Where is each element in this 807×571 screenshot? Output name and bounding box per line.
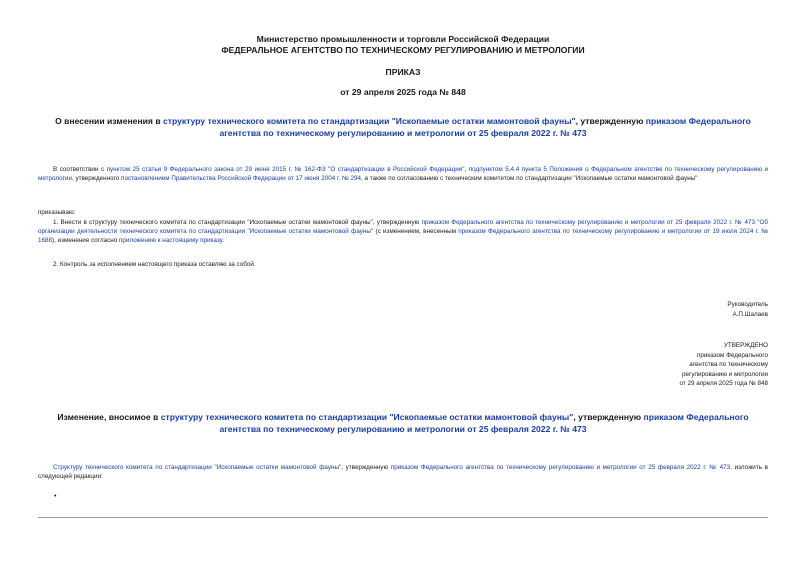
preamble-text: В соответствии с [53,166,107,173]
order-item-1 [38,218,768,246]
link-order-1688[interactable]: приказом Федерального агентства по техническому регулированию и метрологии от 19 июля 2024 г. № 1688 [38,228,768,245]
link-committee-structure[interactable]: Структуру технического комитета по стандартизации "Ископаемые остатки мамонтовой фауны" [53,464,342,471]
signature-block [38,300,768,319]
change-title [38,411,768,435]
link-federal-law[interactable]: пунктом 25 статьи 9 Федерального закона от 29 июня 2015 г. № 162-ФЗ "О стандартизации в Российской Федерации" [106,166,465,173]
approval-block [38,341,768,389]
ministry-name: Министерство промышленности и торговли Российской Федерации [256,34,550,44]
preamble-text: , утвержденного [71,175,122,183]
change-title-text: Изменение, вносимое в [57,412,161,422]
document-title [38,115,768,139]
change-title-link-structure[interactable]: структуру технического комитета по стандартизации "Ископаемые остатки мамонтовой фауны" [160,412,574,422]
item1-text: 1. Внести в структуру технического комитета по стандартизации "Ископаемые остатки мамонтовой фауны", утвержденную [53,219,422,226]
preamble-text: , а также по согласованию с техническим комитетом по стандартизации "Ископаемые остатки мамонтовой фауны" [361,175,698,183]
order-item-2: 2. Контроль за исполнением настоящего приказа оставляю за собой. [53,261,256,268]
signature-name: А.П.Шалаев [732,310,768,318]
divider-line [38,517,768,518]
approval-line: приказом Федерального [696,351,768,359]
approval-line: регулированию и метрологии [682,370,768,378]
document-type: ПРИКАЗ [385,67,421,77]
title-link-order[interactable]: приказом Федерального агентства по техническому регулированию и метрологии от 25 февраля 2022 г. № 473 [219,116,751,138]
link-regulation-clause[interactable]: подпунктом 5.4.4 пункта 5 Положения о Федеральном агентстве по техническому регулированию и метрологии [38,166,769,183]
approval-line: от 29 апреля 2025 года № 848 [679,380,768,388]
title-text: , утвержденную [575,116,646,126]
document-date-number: от 29 апреля 2025 года № 848 [340,87,466,97]
approval-line: агентства по техническому [689,361,768,369]
change-paragraph [38,463,768,481]
link-appendix[interactable]: приложению к настоящему приказу [119,237,223,245]
preamble-text: , [464,166,469,173]
link-government-resolution[interactable]: постановлением Правительства Российской Федерации от 17 июня 2004 г. № 294 [121,175,361,183]
signature-position: Руководитель [727,301,768,308]
preamble-paragraph [38,165,768,183]
change-title-link-order[interactable]: приказом Федерального агентства по техническому регулированию и метрологии от 25 февраля 2022 г. № 473 [219,412,749,434]
change-text: , изложить в следующей редакции: [38,464,768,481]
change-text: , утвержденную [341,464,391,471]
agency-name: ФЕДЕРАЛЬНОЕ АГЕНТСТВО ПО ТЕХНИЧЕСКОМУ РЕГУЛИРОВАНИЮ И МЕТРОЛОГИИ [221,45,585,55]
order-word: приказываю: [38,209,76,216]
item1-text: (с изменением, внесенным [373,228,459,236]
change-title-text: , утвержденную [573,412,644,422]
title-link-structure[interactable]: структуру технического комитета по стандартизации "Ископаемые остатки мамонтовой фауны" [163,116,576,126]
link-order-473[interactable]: приказом Федерального агентства по техническому регулированию и метрологии от 25 февраля 2022 г. № 473 "Об организации деятельности технического комитета по стандартизации "Ископаемые остатки мамонтовой фауны" [38,219,768,236]
title-text: О внесении изменения в [55,116,163,126]
item1-text: . [222,237,224,245]
link-order-473-change[interactable]: приказом Федерального агентства по техническому регулированию и метрологии от 25 февраля 2022 г. № 473 [390,464,731,471]
list-bullet: • [54,493,57,500]
item1-text: ), изменение согласно [52,237,120,245]
header [38,34,768,56]
approval-label: УТВЕРЖДЕНО [723,342,768,349]
